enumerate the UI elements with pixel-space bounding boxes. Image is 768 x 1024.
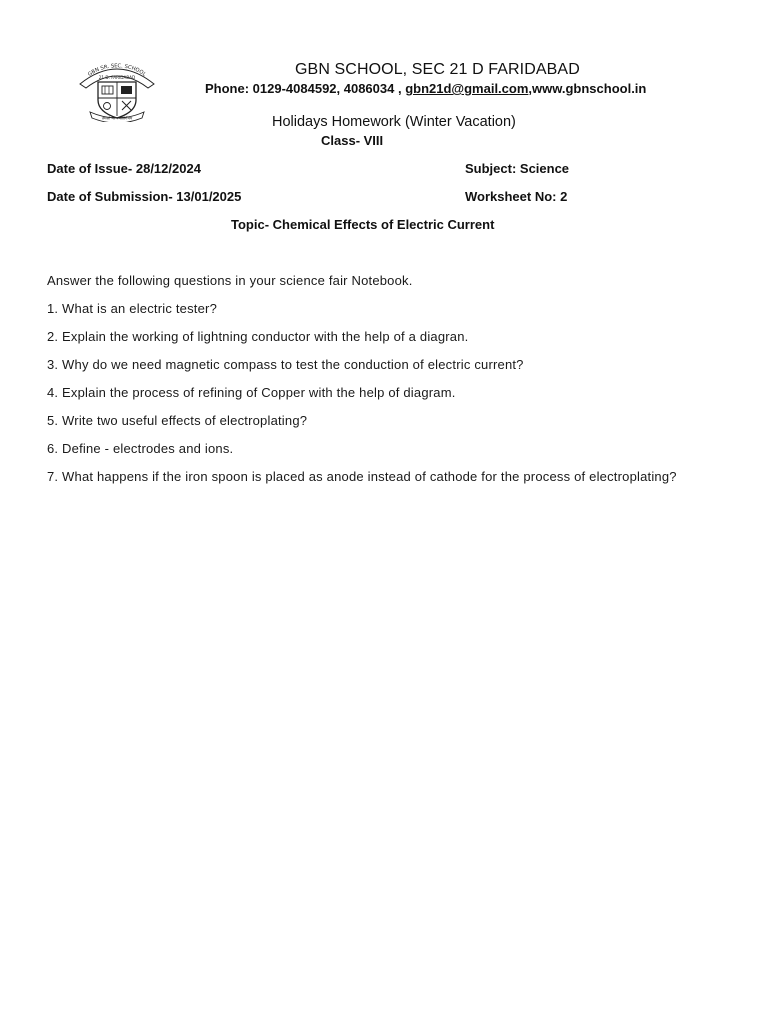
question-item: 5. Write two useful effects of electroplating?: [47, 413, 308, 428]
question-item: 7. What happens if the iron spoon is placed as anode instead of cathode for the process of electroplating?: [47, 469, 677, 484]
question-item: 3. Why do we need magnetic compass to test the conduction of electric current?: [47, 357, 524, 372]
worksheet-number: Worksheet No: 2: [465, 189, 568, 204]
date-of-submission: Date of Submission- 13/01/2025: [47, 189, 242, 204]
question-item: 4. Explain the process of refining of Copper with the help of diagram.: [47, 385, 456, 400]
class-label: Class- VIII: [321, 133, 384, 148]
svg-text:21 D. FARIDABAD: 21 D. FARIDABAD: [98, 75, 136, 80]
website-text: ,www.gbnschool.in: [528, 81, 647, 96]
phone-text: Phone: 0129-4084592, 4086034 ,: [205, 81, 406, 96]
topic: Topic- Chemical Effects of Electric Current: [231, 217, 495, 232]
question-item: 6. Define - electrodes and ions.: [47, 441, 234, 456]
contact-line: [205, 81, 646, 96]
question-item: 2. Explain the working of lightning conductor with the help of a diagran.: [47, 329, 469, 344]
school-name: GBN SCHOOL, SEC 21 D FARIDABAD: [295, 61, 580, 78]
email-link[interactable]: gbn21d@gmail.com: [405, 81, 529, 96]
homework-title: Holidays Homework (Winter Vacation): [272, 114, 516, 130]
subject: Subject: Science: [465, 161, 570, 176]
svg-text:GBN SR. SEC. SCHOOL: GBN SR. SEC. SCHOOL: [87, 63, 148, 78]
instruction-text: Answer the following questions in your science fair Notebook.: [47, 273, 413, 288]
svg-text:तमसो मा ज्योतिर्गमय: तमसो मा ज्योतिर्गमय: [101, 115, 133, 121]
questions-section: [47, 272, 687, 496]
question-item: 1. What is an electric tester?: [47, 301, 218, 316]
date-of-issue: Date of Issue- 28/12/2024: [47, 161, 201, 176]
school-logo: [76, 58, 158, 122]
